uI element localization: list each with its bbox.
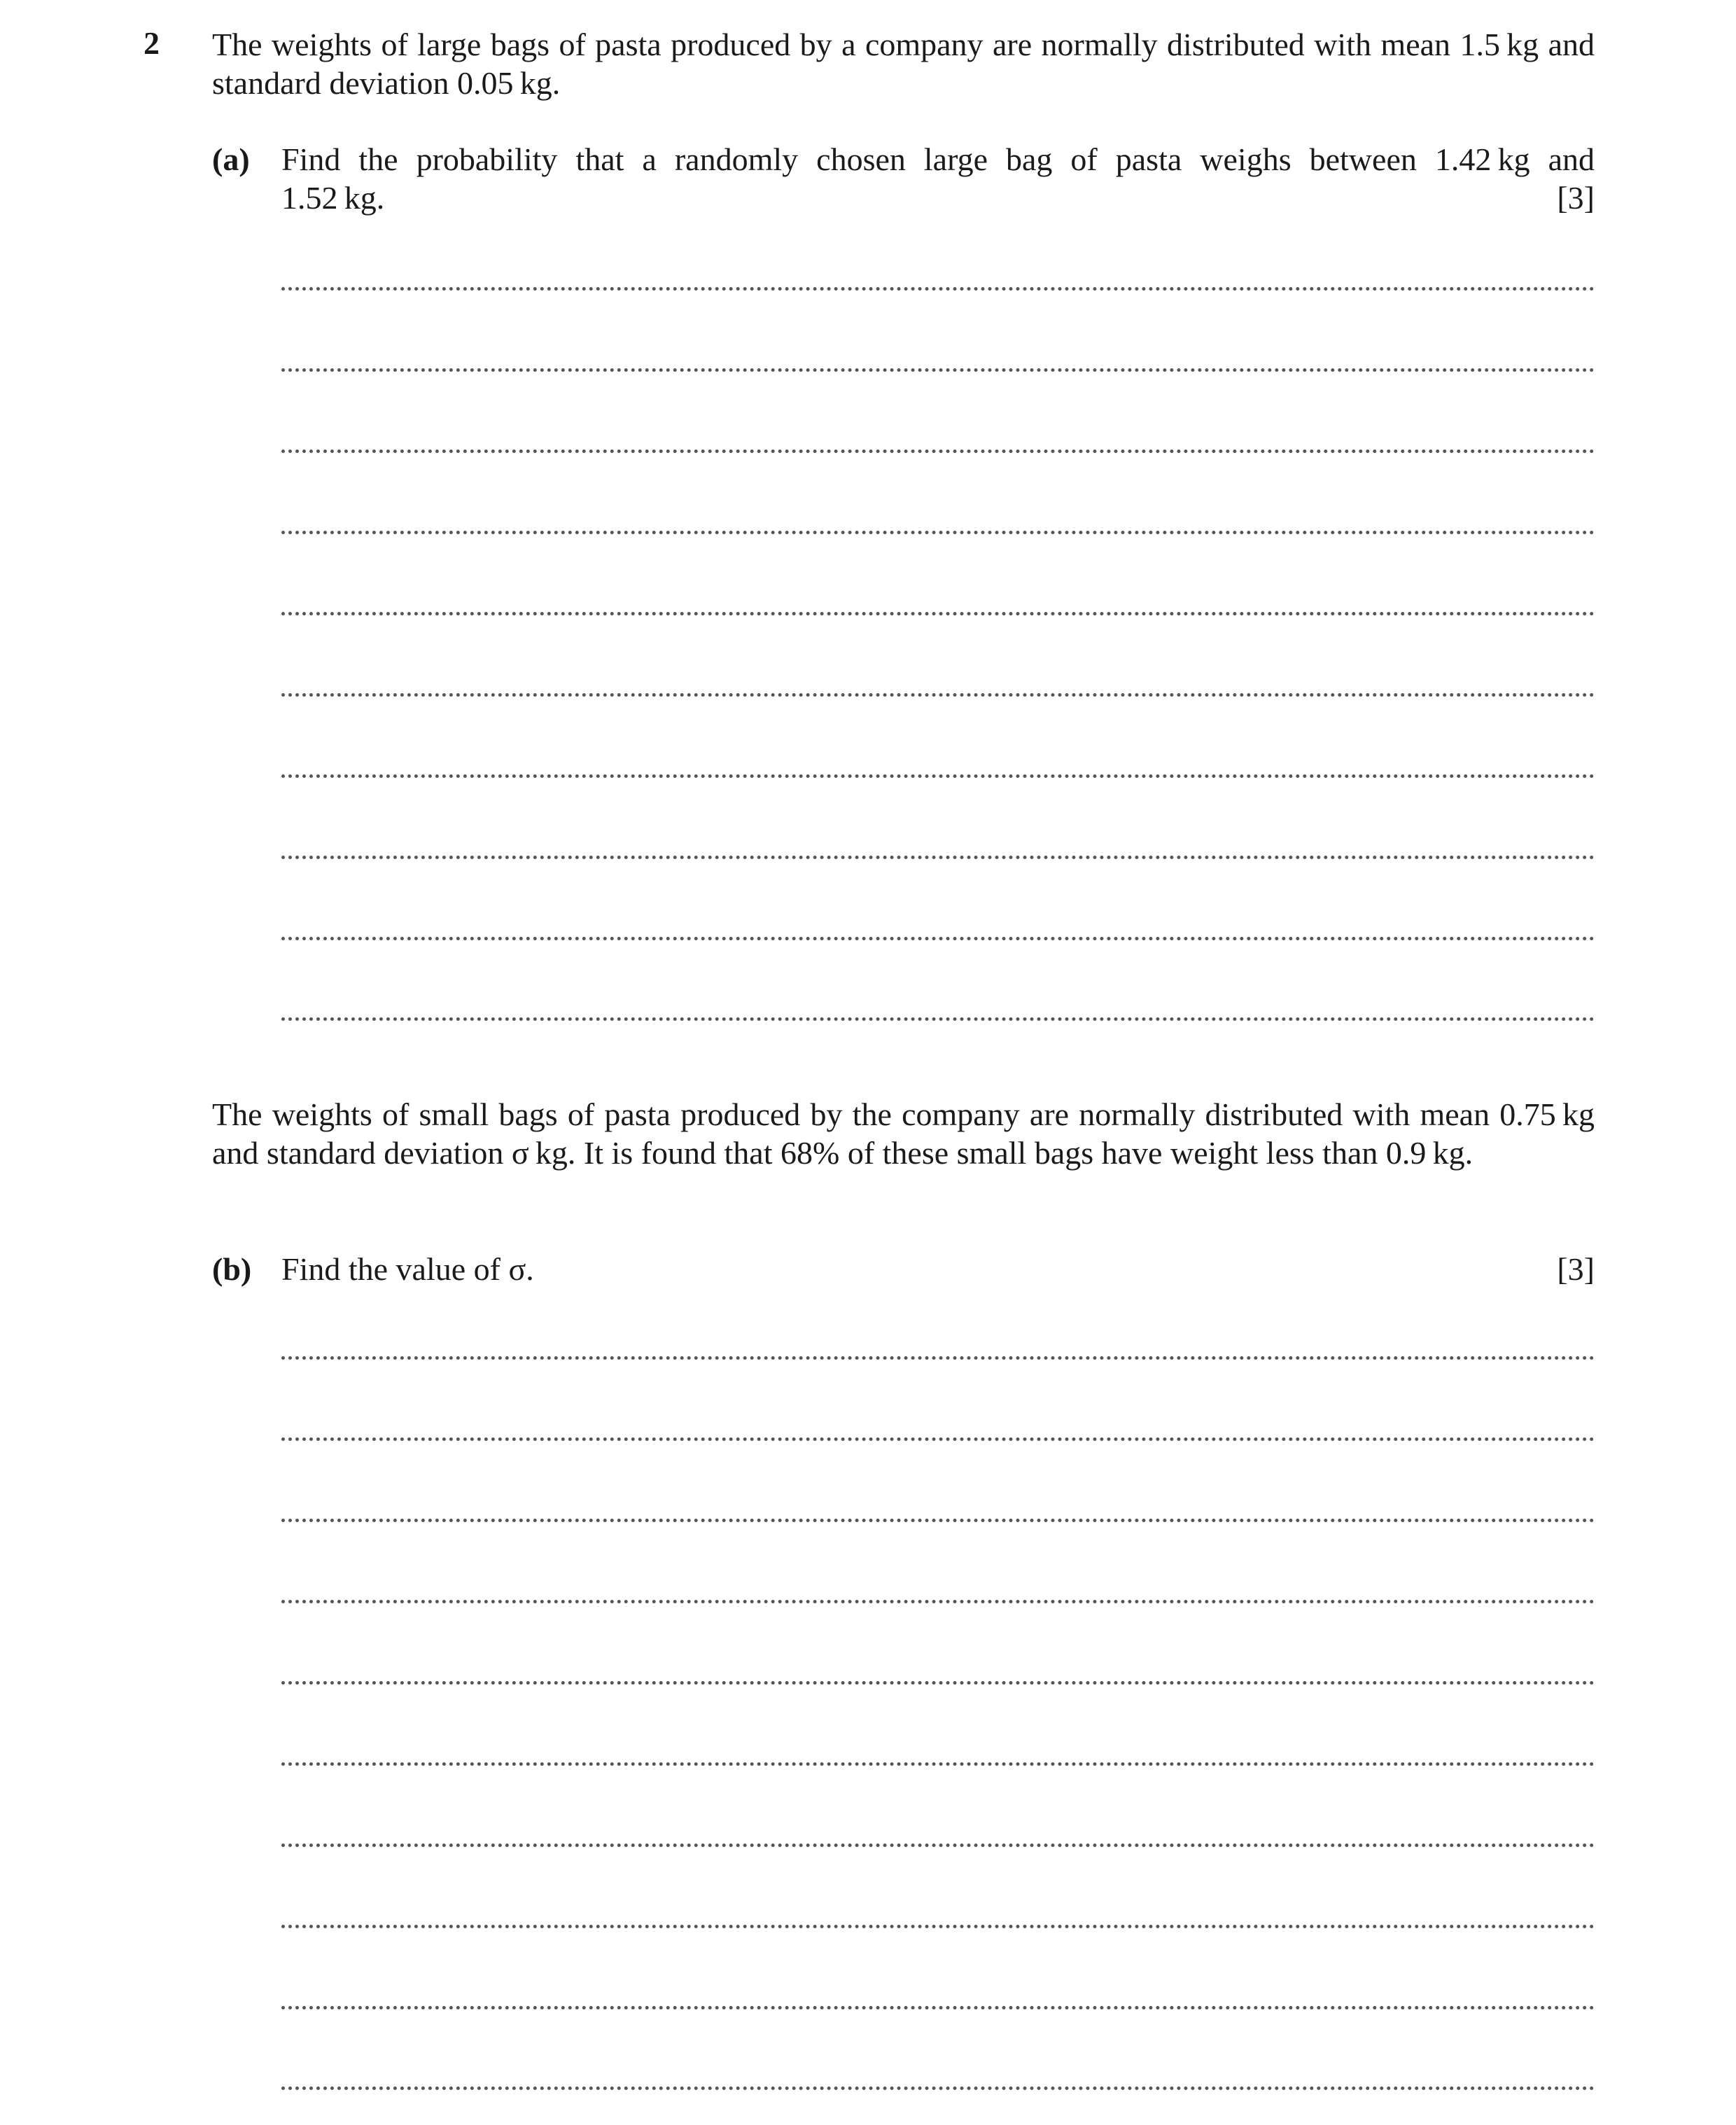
answer-line[interactable] [281,2006,1595,2009]
answer-line[interactable] [281,1925,1595,1928]
answer-line[interactable] [281,450,1595,453]
answer-line[interactable] [281,1844,1595,1847]
part-b-marks: [3] [1557,1251,1595,1287]
answer-line[interactable] [281,612,1595,615]
part-a-marks: [3] [1557,180,1595,216]
answer-line[interactable] [281,368,1595,372]
question-number: 2 [144,25,160,61]
answer-line[interactable] [281,1437,1595,1441]
answer-line[interactable] [281,1762,1595,1766]
answer-line[interactable] [281,1519,1595,1522]
answer-line[interactable] [281,856,1595,859]
answer-line[interactable] [281,287,1595,291]
answer-line[interactable] [281,1600,1595,1603]
answer-line[interactable] [281,1681,1595,1685]
answer-line[interactable] [281,1017,1595,1021]
part-a-label: (a) [212,141,250,177]
question-intro: The weights of large bags of pasta produced by a company are normally distributed with mean 1.5 kg and standard deviation 0.05 kg. [212,27,1595,101]
answer-line[interactable] [281,1356,1595,1360]
answer-line[interactable] [281,693,1595,697]
part-b-label: (b) [212,1251,252,1287]
answer-line[interactable] [281,774,1595,778]
answer-line[interactable] [281,2086,1595,2090]
answer-line[interactable] [281,531,1595,534]
part-a [212,140,1595,217]
part-b [212,1250,1595,1288]
part-a-text-line1: Find the probability that a randomly chosen large bag of pasta weighs between 1.42 kg and [281,141,1595,177]
question-stem: The weights of small bags of pasta produced by the company are normally distributed with mean 0.75 kg and standard deviation σ kg. It is found that 68% of these small bags have weight less than 0.9 kg. [212,1096,1595,1171]
answer-line[interactable] [281,937,1595,940]
part-a-second-line [281,179,1595,217]
part-a-text-line2: 1.52 kg. [281,180,385,216]
part-b-text: Find the value of σ. [281,1251,534,1287]
